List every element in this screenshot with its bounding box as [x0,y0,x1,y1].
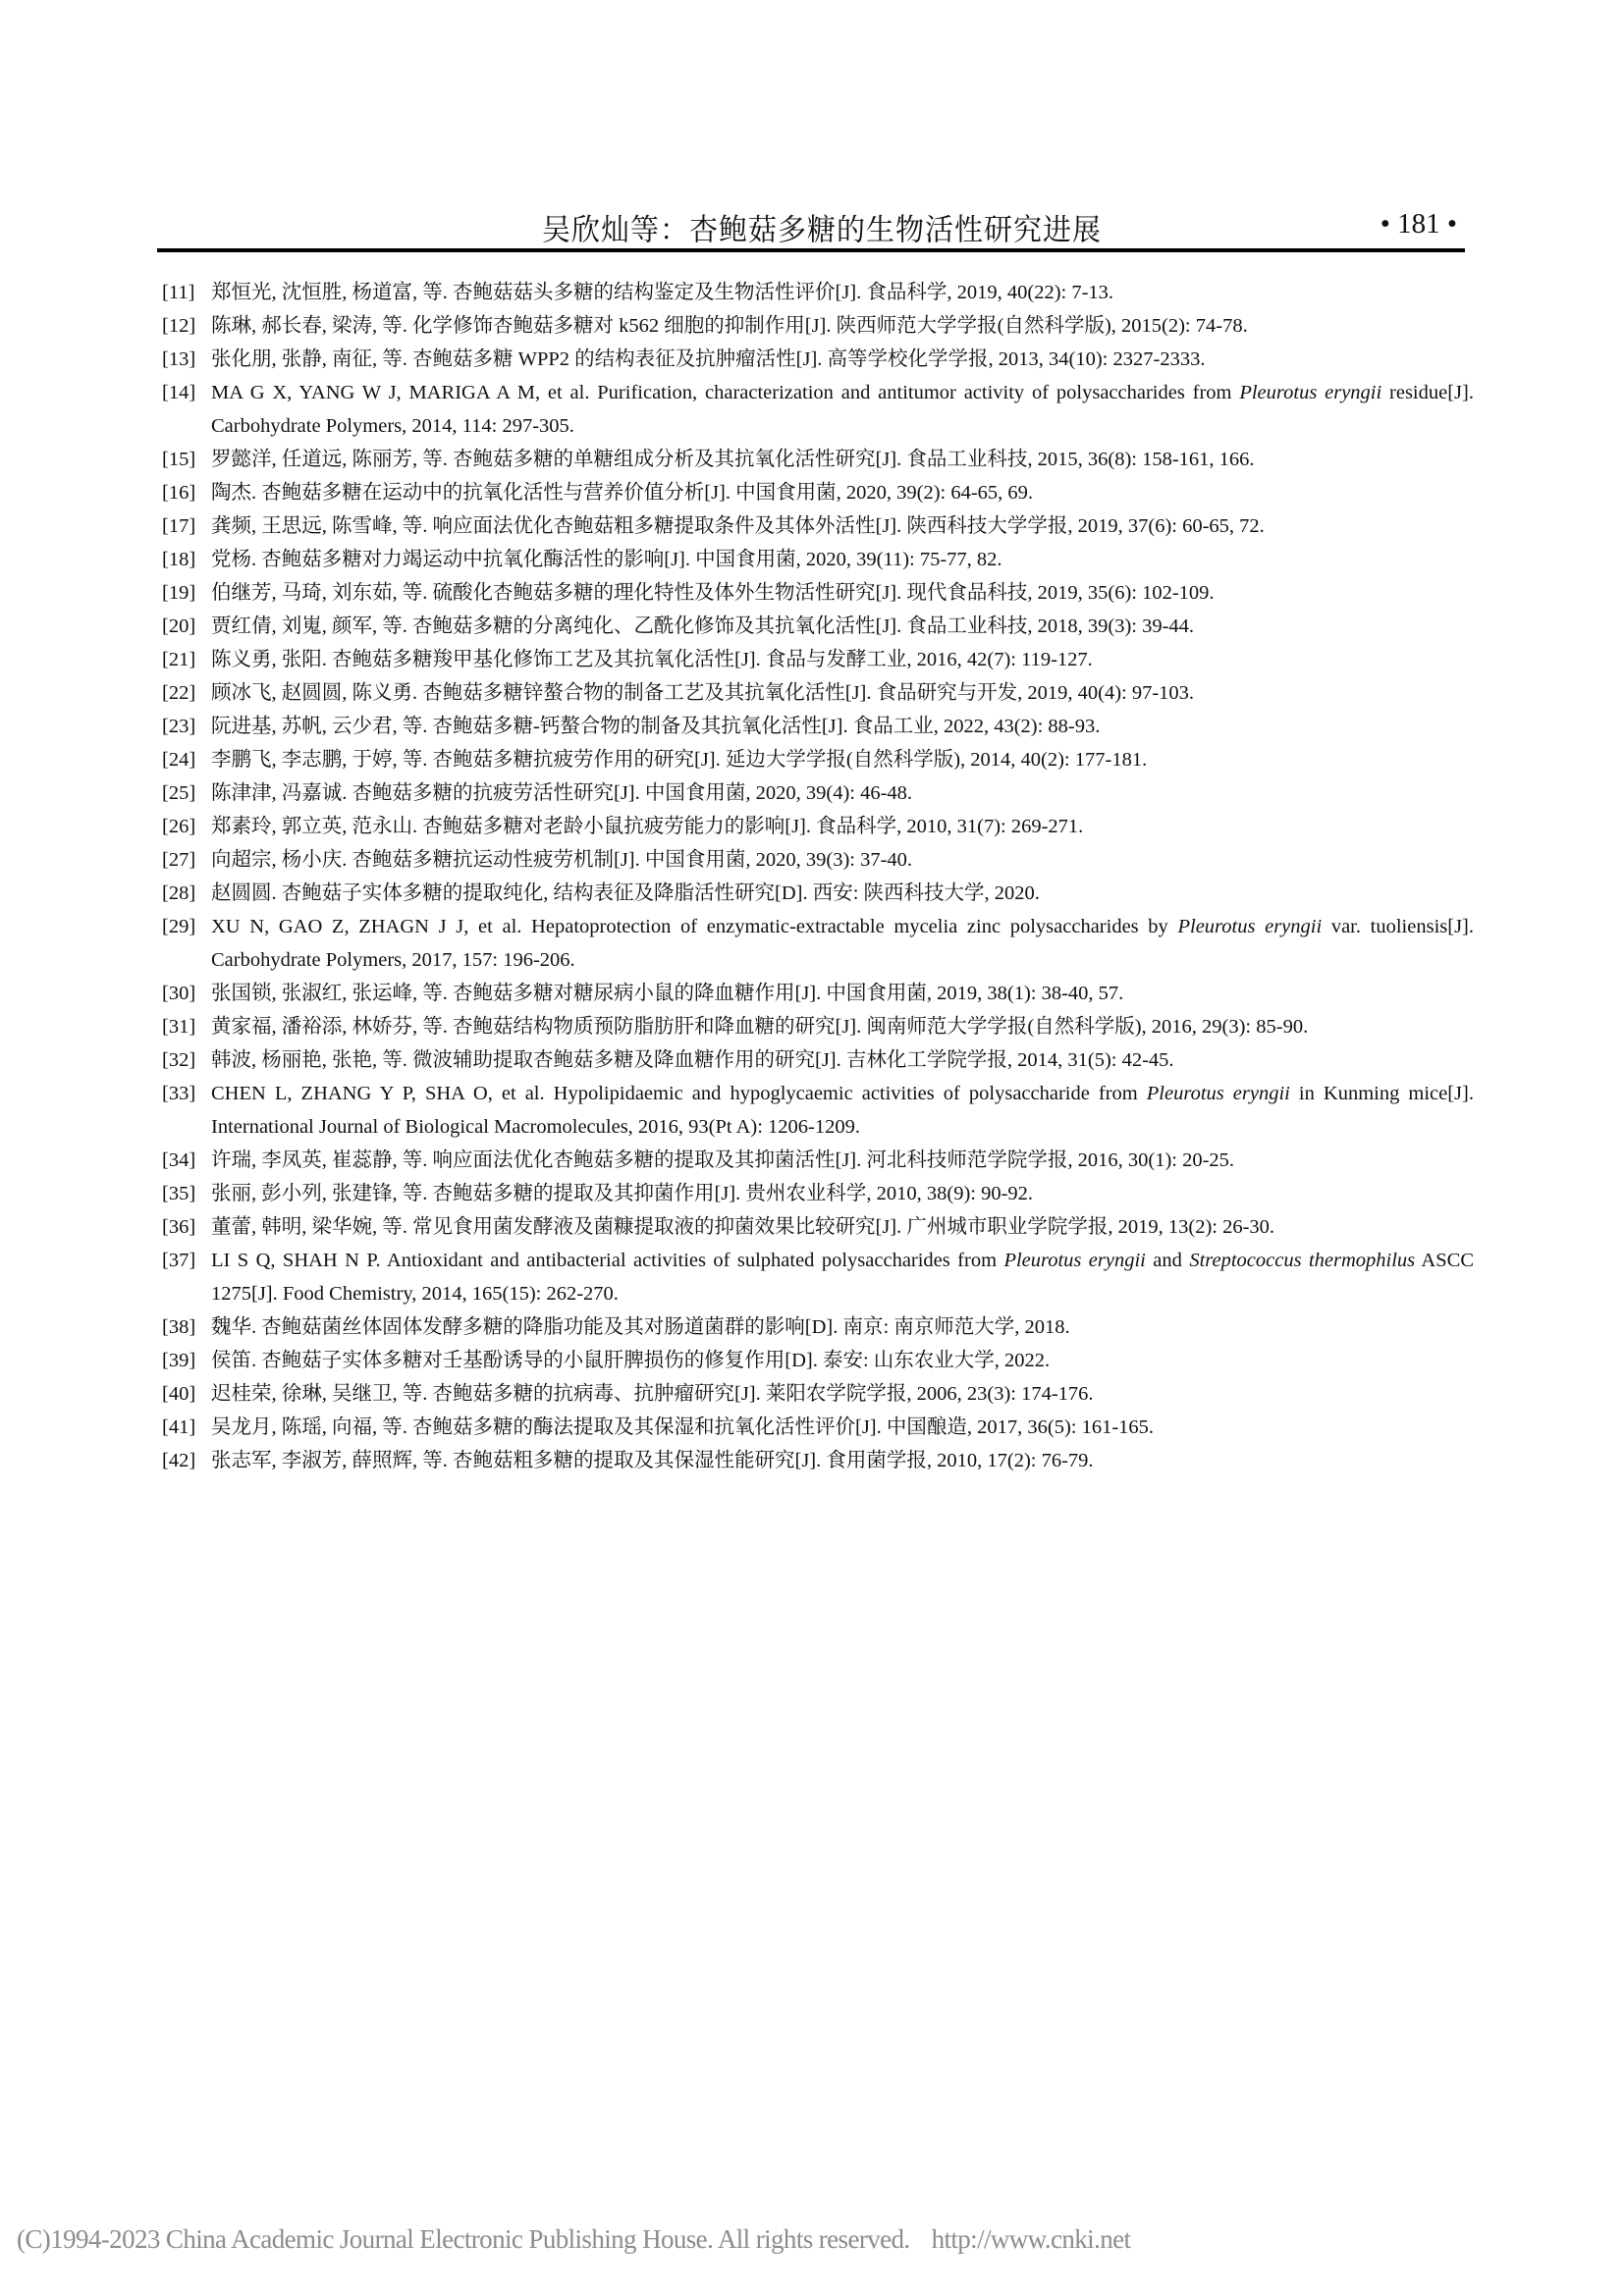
reference-text-segment: 贾红倩, 刘嵬, 颜军, 等. 杏鲍菇多糖的分离纯化、乙酰化修饰及其抗氧化活性[J]. 食品工业科技, 2018, 39(3): 39-44. [211,615,1195,637]
reference-text-segment: ASCC 1275[J]. Food Chemistry, 2014, 165(15): 262-270. [211,1250,1474,1305]
reference-text [211,1450,1094,1471]
reference-text [211,382,1474,437]
reference-text-segment: 张国锁, 张淑红, 张运峰, 等. 杏鲍菇多糖对糖尿病小鼠的降血糖作用[J]. 中国食用菌, 2019, 38(1): 38-40, 57. [211,983,1124,1004]
reference-text [211,1350,1050,1371]
reference-number: [12] [162,315,196,337]
reference-text [211,348,1205,370]
reference-item [162,776,1474,810]
reference-text [211,1149,1234,1171]
reference-text-segment: MA G X, YANG W J, MARIGA A M, et al. Purification, characterization and antitumor activity of polysaccharides from [211,382,1240,403]
reference-number: [38] [162,1316,196,1338]
reference-number: [11] [162,282,195,303]
reference-item [162,1144,1474,1177]
reference-number: [40] [162,1383,196,1405]
reference-number: [42] [162,1450,196,1471]
reference-number: [13] [162,348,196,370]
reference-number: [31] [162,1016,196,1038]
reference-text-segment: 赵圆圆. 杏鲍菇子实体多糖的提取纯化, 结构表征及降脂活性研究[D]. 西安: 陕西科技大学, 2020. [211,882,1040,904]
reference-text [211,615,1194,637]
reference-text [211,315,1248,337]
reference-text-segment: 陈津津, 冯嘉诚. 杏鲍菇多糖的抗疲劳活性研究[J]. 中国食用菌, 2020, 39(4): 46-48. [211,782,913,804]
reference-item [162,309,1474,343]
reference-item [162,376,1474,443]
reference-item [162,843,1474,877]
reference-item [162,1043,1474,1077]
reference-number: [26] [162,816,196,837]
species-name-italic: Pleurotus eryngii [1239,382,1382,403]
reference-text [211,916,1474,971]
reference-text-segment: 罗懿洋, 任道远, 陈丽芳, 等. 杏鲍菇多糖的单糖组成分析及其抗氧化活性研究[J]. 食品工业科技, 2015, 36(8): 158-161, 166. [211,449,1255,470]
copyright-text: (C)1994-2023 China Academic Journal Electronic Publishing House. All rights reserved. [17,2224,910,2254]
reference-number: [33] [162,1083,196,1104]
reference-text-segment: 黄家福, 潘裕添, 林娇芬, 等. 杏鲍菇结构物质预防脂肪肝和降血糖的研究[J]. 闽南师范大学学报(自然科学版), 2016, 29(3): 85-90. [211,1016,1309,1038]
reference-item [162,1377,1474,1411]
reference-text [211,582,1215,604]
reference-text [211,1416,1154,1438]
reference-text-segment: 陈琳, 郝长春, 梁涛, 等. 化学修饰杏鲍菇多糖对 k562 细胞的抑制作用[J]. 陕西师范大学学报(自然科学版), 2015(2): 74-78. [211,315,1248,337]
reference-text-segment: 张丽, 彭小列, 张建锋, 等. 杏鲍菇多糖的提取及其抑菌作用[J]. 贵州农业科学, 2010, 38(9): 90-92. [211,1183,1034,1204]
reference-text [211,1049,1174,1071]
reference-text-segment: 顾冰飞, 赵圆圆, 陈义勇. 杏鲍菇多糖锌螯合物的制备工艺及其抗氧化活性[J]. 食品研究与开发, 2019, 40(4): 97-103. [211,682,1195,704]
reference-number: [30] [162,983,196,1004]
reference-number: [27] [162,849,196,871]
reference-text-segment: var. tuoliensis[J]. Carbohydrate Polymers, 2017, 157: 196-206. [211,916,1475,971]
reference-item [162,1444,1474,1477]
reference-item [162,877,1474,910]
running-header-title: 吴欣灿等：杏鲍菇多糖的生物活性研究进展 [542,212,1103,247]
species-name-italic: Streptococcus thermophilus [1189,1250,1416,1271]
reference-text [211,749,1147,771]
reference-text-segment: 张志军, 李淑芳, 薛照辉, 等. 杏鲍菇粗多糖的提取及其保湿性能研究[J]. 食用菌学报, 2010, 17(2): 76-79. [211,1450,1094,1471]
reference-text-segment: 董蕾, 韩明, 梁华婉, 等. 常见食用菌发酵液及菌糠提取液的抑菌效果比较研究[J]. 广州城市职业学院学报, 2019, 13(2): 26-30. [211,1216,1275,1238]
reference-text [211,882,1040,904]
reference-text [211,716,1100,737]
reference-text-segment: CHEN L, ZHANG Y P, SHA O, et al. Hypolipidaemic and hypoglycaemic activities of polysaccharide from [211,1083,1147,1104]
reference-text-segment: 魏华. 杏鲍菇菌丝体固体发酵多糖的降脂功能及其对肠道菌群的影响[D]. 南京: 南京师范大学, 2018. [211,1316,1070,1338]
reference-text [211,1016,1308,1038]
reference-text-segment: 郑素玲, 郭立英, 范永山. 杏鲍菇多糖对老龄小鼠抗疲劳能力的影响[J]. 食品科学, 2010, 31(7): 269-271. [211,816,1084,837]
species-name-italic: Pleurotus eryngii [1003,1250,1146,1271]
reference-text-segment: 郑恒光, 沈恒胜, 杨道富, 等. 杏鲍菇菇头多糖的结构鉴定及生物活性评价[J]. 食品科学, 2019, 40(22): 7-13. [211,282,1114,303]
reference-number: [19] [162,582,196,604]
reference-item [162,676,1474,710]
reference-text-segment: 伯继芳, 马琦, 刘东茹, 等. 硫酸化杏鲍菇多糖的理化特性及体外生物活性研究[J]. 现代食品科技, 2019, 35(6): 102-109. [211,582,1215,604]
reference-number: [21] [162,649,196,670]
reference-text-segment: 张化朋, 张静, 南征, 等. 杏鲍菇多糖 WPP2 的结构表征及抗肿瘤活性[J]. 高等学校化学学报, 2013, 34(10): 2327-2333. [211,348,1206,370]
reference-number: [24] [162,749,196,771]
reference-item [162,643,1474,676]
reference-number: [25] [162,782,196,804]
reference-number: [14] [162,382,196,403]
reference-number: [29] [162,916,196,937]
reference-item [162,1077,1474,1144]
reference-text-segment: 迟桂荣, 徐琳, 吴继卫, 等. 杏鲍菇多糖的抗病毒、抗肿瘤研究[J]. 莱阳农学院学报, 2006, 23(3): 174-176. [211,1383,1094,1405]
reference-text-segment: 侯笛. 杏鲍菇子实体多糖对壬基酚诱导的小鼠肝脾损伤的修复作用[D]. 泰安: 山东农业大学, 2022. [211,1350,1051,1371]
reference-text [211,782,912,804]
reference-text [211,1083,1474,1138]
reference-text [211,1216,1274,1238]
reference-number: [16] [162,482,196,504]
reference-list [162,276,1474,1477]
reference-text [211,282,1113,303]
reference-text-segment: residue[J]. Carbohydrate Polymers, 2014, 114: 297-305. [211,382,1474,437]
reference-number: [34] [162,1149,196,1171]
reference-item [162,810,1474,843]
reference-number: [36] [162,1216,196,1238]
reference-item [162,476,1474,509]
reference-number: [18] [162,549,196,570]
reference-item [162,610,1474,643]
reference-text [211,849,912,871]
reference-number: [35] [162,1183,196,1204]
reference-item [162,1244,1474,1310]
reference-text-segment: 陈义勇, 张阳. 杏鲍菇多糖羧甲基化修饰工艺及其抗氧化活性[J]. 食品与发酵工业, 2016, 42(7): 119-127. [211,649,1093,670]
reference-text [211,1316,1070,1338]
reference-text-segment: 韩波, 杨丽艳, 张艳, 等. 微波辅助提取杏鲍菇多糖及降血糖作用的研究[J]. 吉林化工学院学报, 2014, 31(5): 42-45. [211,1049,1174,1071]
reference-text-segment: and [1145,1250,1190,1271]
reference-item [162,1344,1474,1377]
reference-text-segment: LI S Q, SHAH N P. Antioxidant and antibacterial activities of sulphated polysaccharides from [211,1250,1004,1271]
reference-text [211,649,1093,670]
reference-item [162,710,1474,743]
reference-item [162,1177,1474,1210]
reference-text [211,449,1255,470]
reference-text [211,1383,1094,1405]
reference-item [162,343,1474,376]
reference-number: [41] [162,1416,196,1438]
reference-item [162,276,1474,309]
reference-item [162,977,1474,1010]
reference-item [162,1210,1474,1244]
page-number: • 181 • [1380,208,1457,240]
reference-number: [17] [162,515,196,537]
reference-number: [22] [162,682,196,704]
reference-text [211,1183,1033,1204]
reference-text-segment: 许瑞, 李凤英, 崔蕊静, 等. 响应面法优化杏鲍菇多糖的提取及其抑菌活性[J]. 河北科技师范学院学报, 2016, 30(1): 20-25. [211,1149,1235,1171]
reference-item [162,543,1474,576]
reference-item [162,1411,1474,1444]
reference-text-segment: 李鹏飞, 李志鹏, 于婷, 等. 杏鲍菇多糖抗疲劳作用的研究[J]. 延边大学学报(自然科学版), 2014, 40(2): 177-181. [211,749,1148,771]
reference-text-segment: 龚频, 王思远, 陈雪峰, 等. 响应面法优化杏鲍菇粗多糖提取条件及其体外活性[J]. 陕西科技大学学报, 2019, 37(6): 60-65, 72. [211,515,1265,537]
reference-item [162,1010,1474,1043]
reference-number: [23] [162,716,196,737]
reference-text-segment: 吴龙月, 陈瑶, 向福, 等. 杏鲍菇多糖的酶法提取及其保湿和抗氧化活性评价[J]. 中国酿造, 2017, 36(5): 161-165. [211,1416,1155,1438]
reference-text [211,549,1002,570]
reference-item [162,443,1474,476]
reference-number: [32] [162,1049,196,1071]
reference-text-segment: in Kunming mice[J]. International Journal of Biological Macromolecules, 2016, 93(Pt A): 1206-1209. [211,1083,1474,1138]
reference-text-segment: 陶杰. 杏鲍菇多糖在运动中的抗氧化活性与营养价值分析[J]. 中国食用菌, 2020, 39(2): 64-65, 69. [211,482,1034,504]
reference-item [162,910,1474,977]
reference-text-segment: XU N, GAO Z, ZHAGN J J, et al. Hepatoprotection of enzymatic-extractable mycelia zinc polysaccharides by [211,916,1178,937]
species-name-italic: Pleurotus eryngii [1146,1083,1290,1104]
reference-item [162,1310,1474,1344]
reference-number: [28] [162,882,196,904]
header-rule [157,248,1465,252]
cnki-link[interactable]: http://www.cnki.net [931,2224,1131,2254]
reference-text [211,515,1265,537]
reference-text [211,983,1123,1004]
running-header [157,208,1465,247]
reference-text [211,482,1033,504]
reference-text-segment: 向超宗, 杨小庆. 杏鲍菇多糖抗运动性疲劳机制[J]. 中国食用菌, 2020, 39(3): 37-40. [211,849,913,871]
reference-text [211,816,1083,837]
reference-number: [37] [162,1250,196,1271]
reference-text-segment: 党杨. 杏鲍菇多糖对力竭运动中抗氧化酶活性的影响[J]. 中国食用菌, 2020, 39(11): 75-77, 82. [211,549,1002,570]
reference-item [162,743,1474,776]
copyright-footer [17,2224,1130,2255]
species-name-italic: Pleurotus eryngii [1177,916,1323,937]
reference-number: [15] [162,449,196,470]
reference-text-segment: 阮进基, 苏帆, 云少君, 等. 杏鲍菇多糖-钙螯合物的制备及其抗氧化活性[J]. 食品工业, 2022, 43(2): 88-93. [211,716,1101,737]
reference-text [211,1250,1474,1305]
reference-item [162,509,1474,543]
reference-number: [39] [162,1350,196,1371]
reference-number: [20] [162,615,196,637]
reference-text [211,682,1194,704]
reference-item [162,576,1474,610]
